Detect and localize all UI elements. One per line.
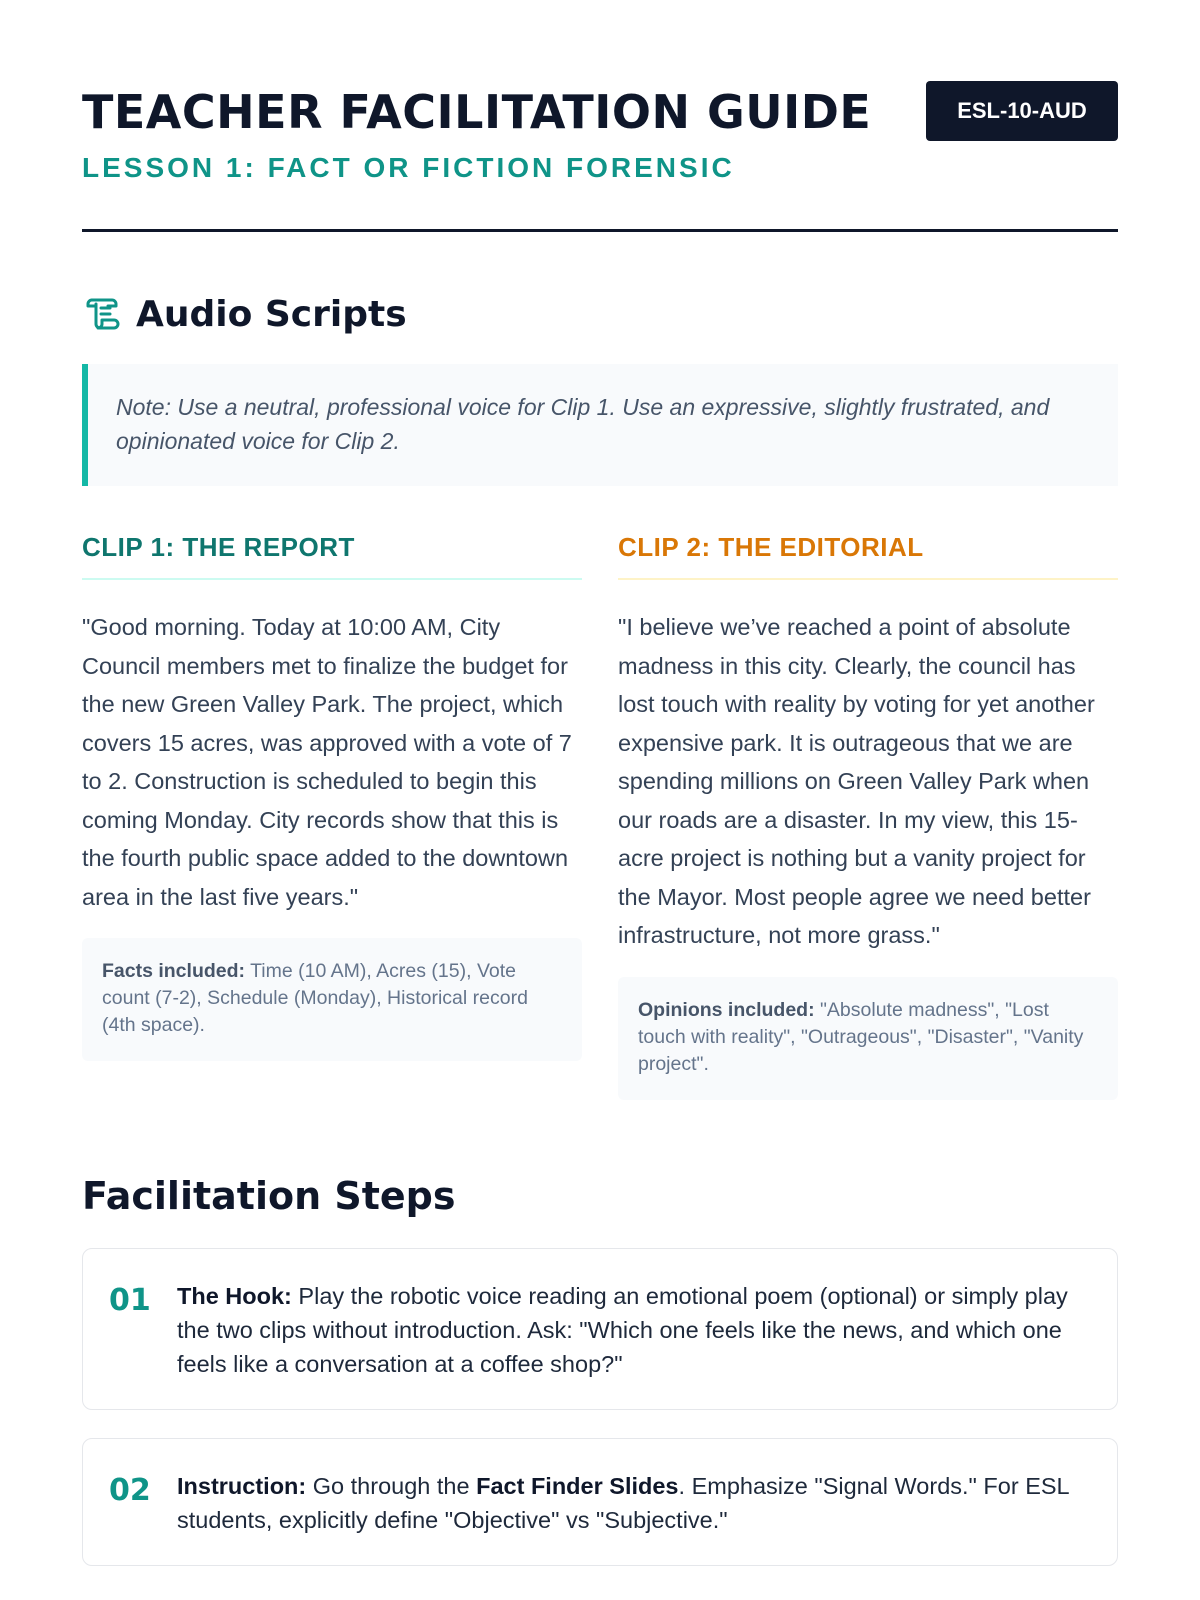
clip-editorial bbox=[618, 528, 1118, 1100]
audio-scripts-section bbox=[82, 286, 1118, 1100]
step-card bbox=[82, 1248, 1118, 1410]
step-body: Go through the bbox=[306, 1472, 477, 1499]
guide-header bbox=[82, 0, 1118, 232]
opinions-summary-label: Opinions included: bbox=[638, 998, 815, 1021]
step-number: 02 bbox=[109, 1472, 151, 1508]
step-body: . Emphasize "Signal Words." For ESL students, explicitly define "Objective" vs "Subjective." bbox=[177, 1472, 1069, 1533]
step-label: The Hook: bbox=[177, 1282, 292, 1309]
voice-note: Note: Use a neutral, professional voice for Clip 1. Use an expressive, slightly frustrated, and opinionated voice for Clip 2. bbox=[82, 364, 1118, 486]
clip-report bbox=[82, 528, 582, 1100]
clip-report-script: "Good morning. Today at 10:00 AM, City Council members met to finalize the budget for the new Green Valley Park. The project, which covers 15 acres, was approved with a vote of 7 to 2. Construction is scheduled to begin this coming Monday. City records show that this is the fourth public space added to the downtown area in the last five years." bbox=[82, 614, 572, 910]
audio-scripts-heading bbox=[82, 286, 1118, 342]
audio-scripts-title: Audio Scripts bbox=[136, 293, 407, 335]
facilitation-section bbox=[82, 1166, 1118, 1566]
page-title: TEACHER FACILITATION GUIDE bbox=[82, 85, 872, 139]
scroll-icon bbox=[82, 294, 122, 334]
clip-columns bbox=[82, 528, 1118, 1100]
slides-name: Fact Finder Slides bbox=[476, 1472, 679, 1499]
course-code-badge: ESL-10-AUD bbox=[926, 81, 1118, 141]
clip-editorial-script: "I believe we’ve reached a point of absolute madness in this city. Clearly, the council has lost touch with reality by voting for yet another expensive park. It is outrageous that we are spending millions on Green Valley Park when our roads are a disaster. In my view, this 15-acre project is nothing but a vanity project for the Mayor. Most people agree we need better infrastructure, not more grass." bbox=[618, 614, 1095, 948]
facts-summary-text: Time (10 AM), Acres (15), Vote count (7-2), Schedule (Monday), Historical record (4th space). bbox=[102, 960, 528, 1036]
clip-editorial-title: CLIP 2: THE EDITORIAL bbox=[618, 528, 1118, 580]
facts-summary-box bbox=[82, 938, 582, 1061]
opinions-summary-box bbox=[618, 977, 1118, 1100]
step-text bbox=[177, 1279, 1087, 1381]
step-label: Instruction: bbox=[177, 1472, 307, 1499]
step-card bbox=[82, 1438, 1118, 1566]
opinions-summary-text: "Absolute madness", "Lost touch with reality", "Outrageous", "Disaster", "Vanity project". bbox=[638, 998, 1084, 1075]
facts-summary-label: Facts included: bbox=[102, 960, 246, 982]
facilitation-title: Facilitation Steps bbox=[82, 1173, 456, 1218]
clip-report-title: CLIP 1: THE REPORT bbox=[82, 528, 582, 580]
step-text bbox=[177, 1469, 1087, 1537]
step-number: 01 bbox=[109, 1282, 151, 1318]
lesson-subtitle: LESSON 1: FACT OR FICTION FORENSIC bbox=[82, 152, 735, 183]
step-body: Play the robotic voice reading an emotional poem (optional) or simply play the two clips without introduction. Ask: "Which one feels like the news, and which one feels like a conversation at a coffee shop?" bbox=[177, 1282, 1068, 1377]
